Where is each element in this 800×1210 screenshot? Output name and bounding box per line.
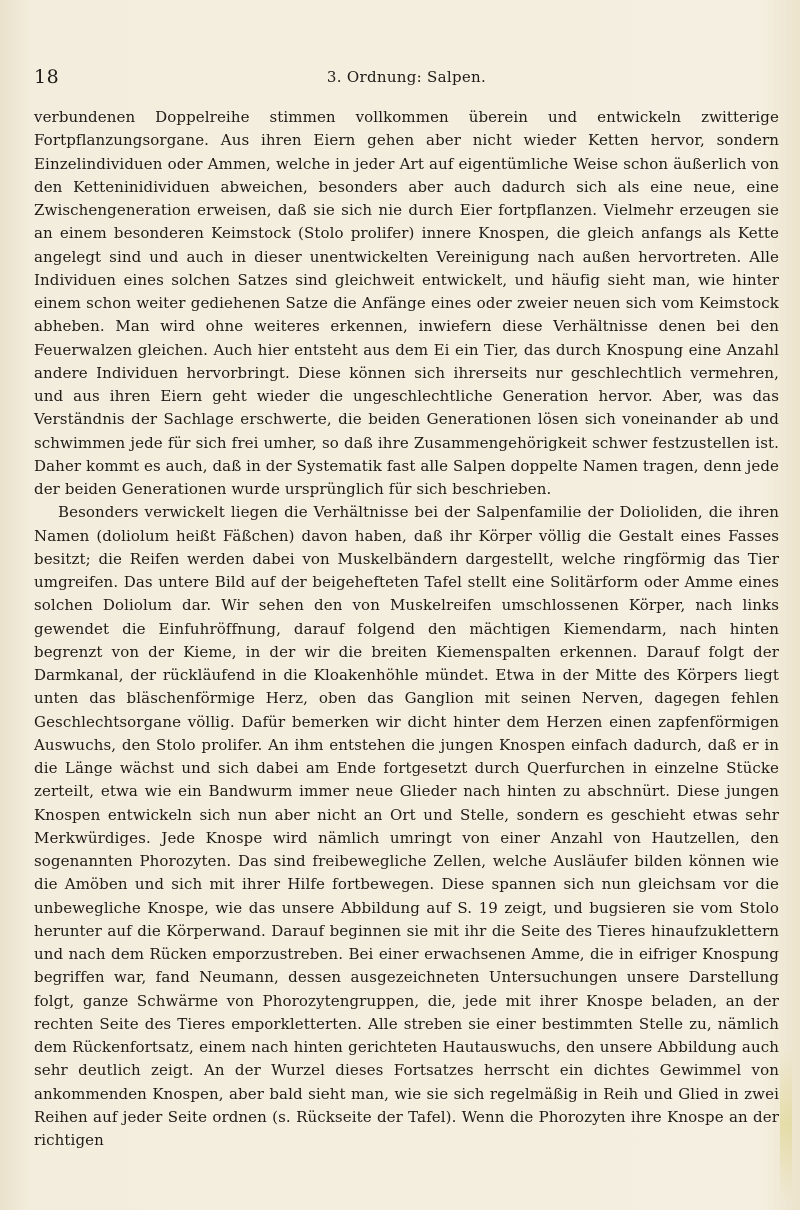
body-text <box>34 106 779 1152</box>
page-edge-stain <box>780 1050 792 1200</box>
paragraph: Besonders verwickelt liegen die Verhältnisse bei der Salpenfamilie der Dolioliden, die ihren Namen (doliolum heißt Fäßchen) davon haben, daß ihr Körper völlig die Gestalt eines Fasses besitzt; die Reifen werden dabei von Muskelbändern dargestellt, welche ringförmig das Tier umgreifen. Das untere Bild auf der beigehefteten Tafel stellt eine Solitärform oder Amme eines solchen Doliolum dar. Wir sehen den von Muskelreifen umschlossenen Körper, nach links gewendet die Einfuhröffnung, darauf folgend den mächtigen Kiemendarm, nach hinten begrenzt von der Kieme, in der wir die breiten Kiemenspalten erkennen. Darauf folgt der Darmkanal, der rückläufend in die Kloakenhöhle mündet. Etwa in der Mitte des Körpers liegt unten das bläschenförmige Herz, oben das Ganglion mit seinen Nerven, dagegen fehlen Geschlechtsorgane völlig. Dafür bemerken wir dicht hinter dem Herzen einen zapfenförmigen Auswuchs, den Stolo prolifer. An ihm entstehen die jungen Knospen einfach dadurch, daß er in die Länge wächst und sich dabei am Ende fortgesetzt durch Querfurchen in einzelne Stücke zerteilt, etwa wie ein Bandwurm immer neue Glieder nach hinten zu abschnürt. Diese jungen Knospen entwickeln sich nun aber nicht an Ort und Stelle, sondern es geschieht etwas sehr Merkwürdiges. Jede Knospe wird nämlich umringt von einer Anzahl von Hautzellen, den sogenannten Phorozyten. Das sind freibewegliche Zellen, welche Ausläufer bilden können wie die Amöben und sich mit ihrer Hilfe fortbewegen. Diese spannen sich nun gleichsam vor die unbewegliche Knospe, wie das unsere Abbildung auf S. 19 zeigt, und bugsieren sie vom Stolo herunter auf die Körperwand. Darauf beginnen sie mit ihr die Seite des Tieres hinaufzuklettern und nach dem Rücken emporzustreben. Bei einer erwachsenen Amme, die in eifriger Knospung begriffen war, fand Neumann, dessen ausgezeichneten Untersuchungen unsere Darstellung folgt, ganze Schwärme von Phorozytengruppen, die, jede mit ihrer Knospe beladen, an der rechten Seite des Tieres emporkletterten. Alle streben sie einer bestimmten Stelle zu, nämlich dem Rückenfortsatz, einem nach hinten gerichteten Hautauswuchs, den unsere Abbildung auch sehr deutlich zeigt. An der Wurzel dieses Fortsatzes herrscht ein dichtes Gewimmel von ankommenden Knospen, aber bald sieht man, wie sie sich regelmäßig in Reih und Glied in zwei Reihen auf jeder Seite ordnen (s. Rückseite der Tafel). Wenn die Phorozyten ihre Knospe an der richtigen <box>34 503 779 1149</box>
running-head: 3. Ordnung: Salpen. <box>326 68 487 86</box>
page-number: 18 <box>34 66 60 88</box>
paragraph: verbundenen Doppelreihe stimmen vollkommen überein und entwickeln zwitterige Fortpflanzungsorgane. Aus ihren Eiern gehen aber nicht wieder Ketten hervor, sondern Einzelindividuen oder Ammen, welche in jeder Art auf eigentümliche Weise schon äußerlich von den Ketteninidividuen abweichen, besonders aber auch dadurch sich als eine neue, eine Zwischengeneration erweisen, daß sie sich nie durch Eier fortpflanzen. Vielmehr erzeugen sie an einem besonderen Keimstock (Stolo prolifer) innere Knospen, die gleich anfangs als Kette angelegt sind und auch in dieser unentwickelten Vereinigung nach außen hervortreten. Alle Individuen eines solchen Satzes sind gleichweit entwickelt, und häufig sieht man, wie hinter einem schon weiter gediehenen Satze die Anfänge eines oder zweier neuen sich vom Keimstock abheben. Man wird ohne weiteres erkennen, inwiefern diese Verhältnisse denen bei den Feuerwalzen gleichen. Auch hier entsteht aus dem Ei ein Tier, das durch Knospung eine Anzahl andere Individuen hervorbringt. Diese können sich ihrerseits nur geschlechtlich vermehren, und aus ihren Eiern geht wieder die ungeschlechtliche Generation hervor. Aber, was das Verständnis der Sachlage erschwerte, die beiden Generationen lösen sich voneinander ab und schwimmen jede für sich frei umher, so daß ihre Zusammengehörigkeit schwer festzustellen ist. Daher kommt es auch, daß in der Systematik fast alle Salpen doppelte Namen tragen, denn jede der beiden Generationen wurde ursprünglich für sich beschrieben. <box>34 108 779 498</box>
page-header <box>34 66 779 94</box>
